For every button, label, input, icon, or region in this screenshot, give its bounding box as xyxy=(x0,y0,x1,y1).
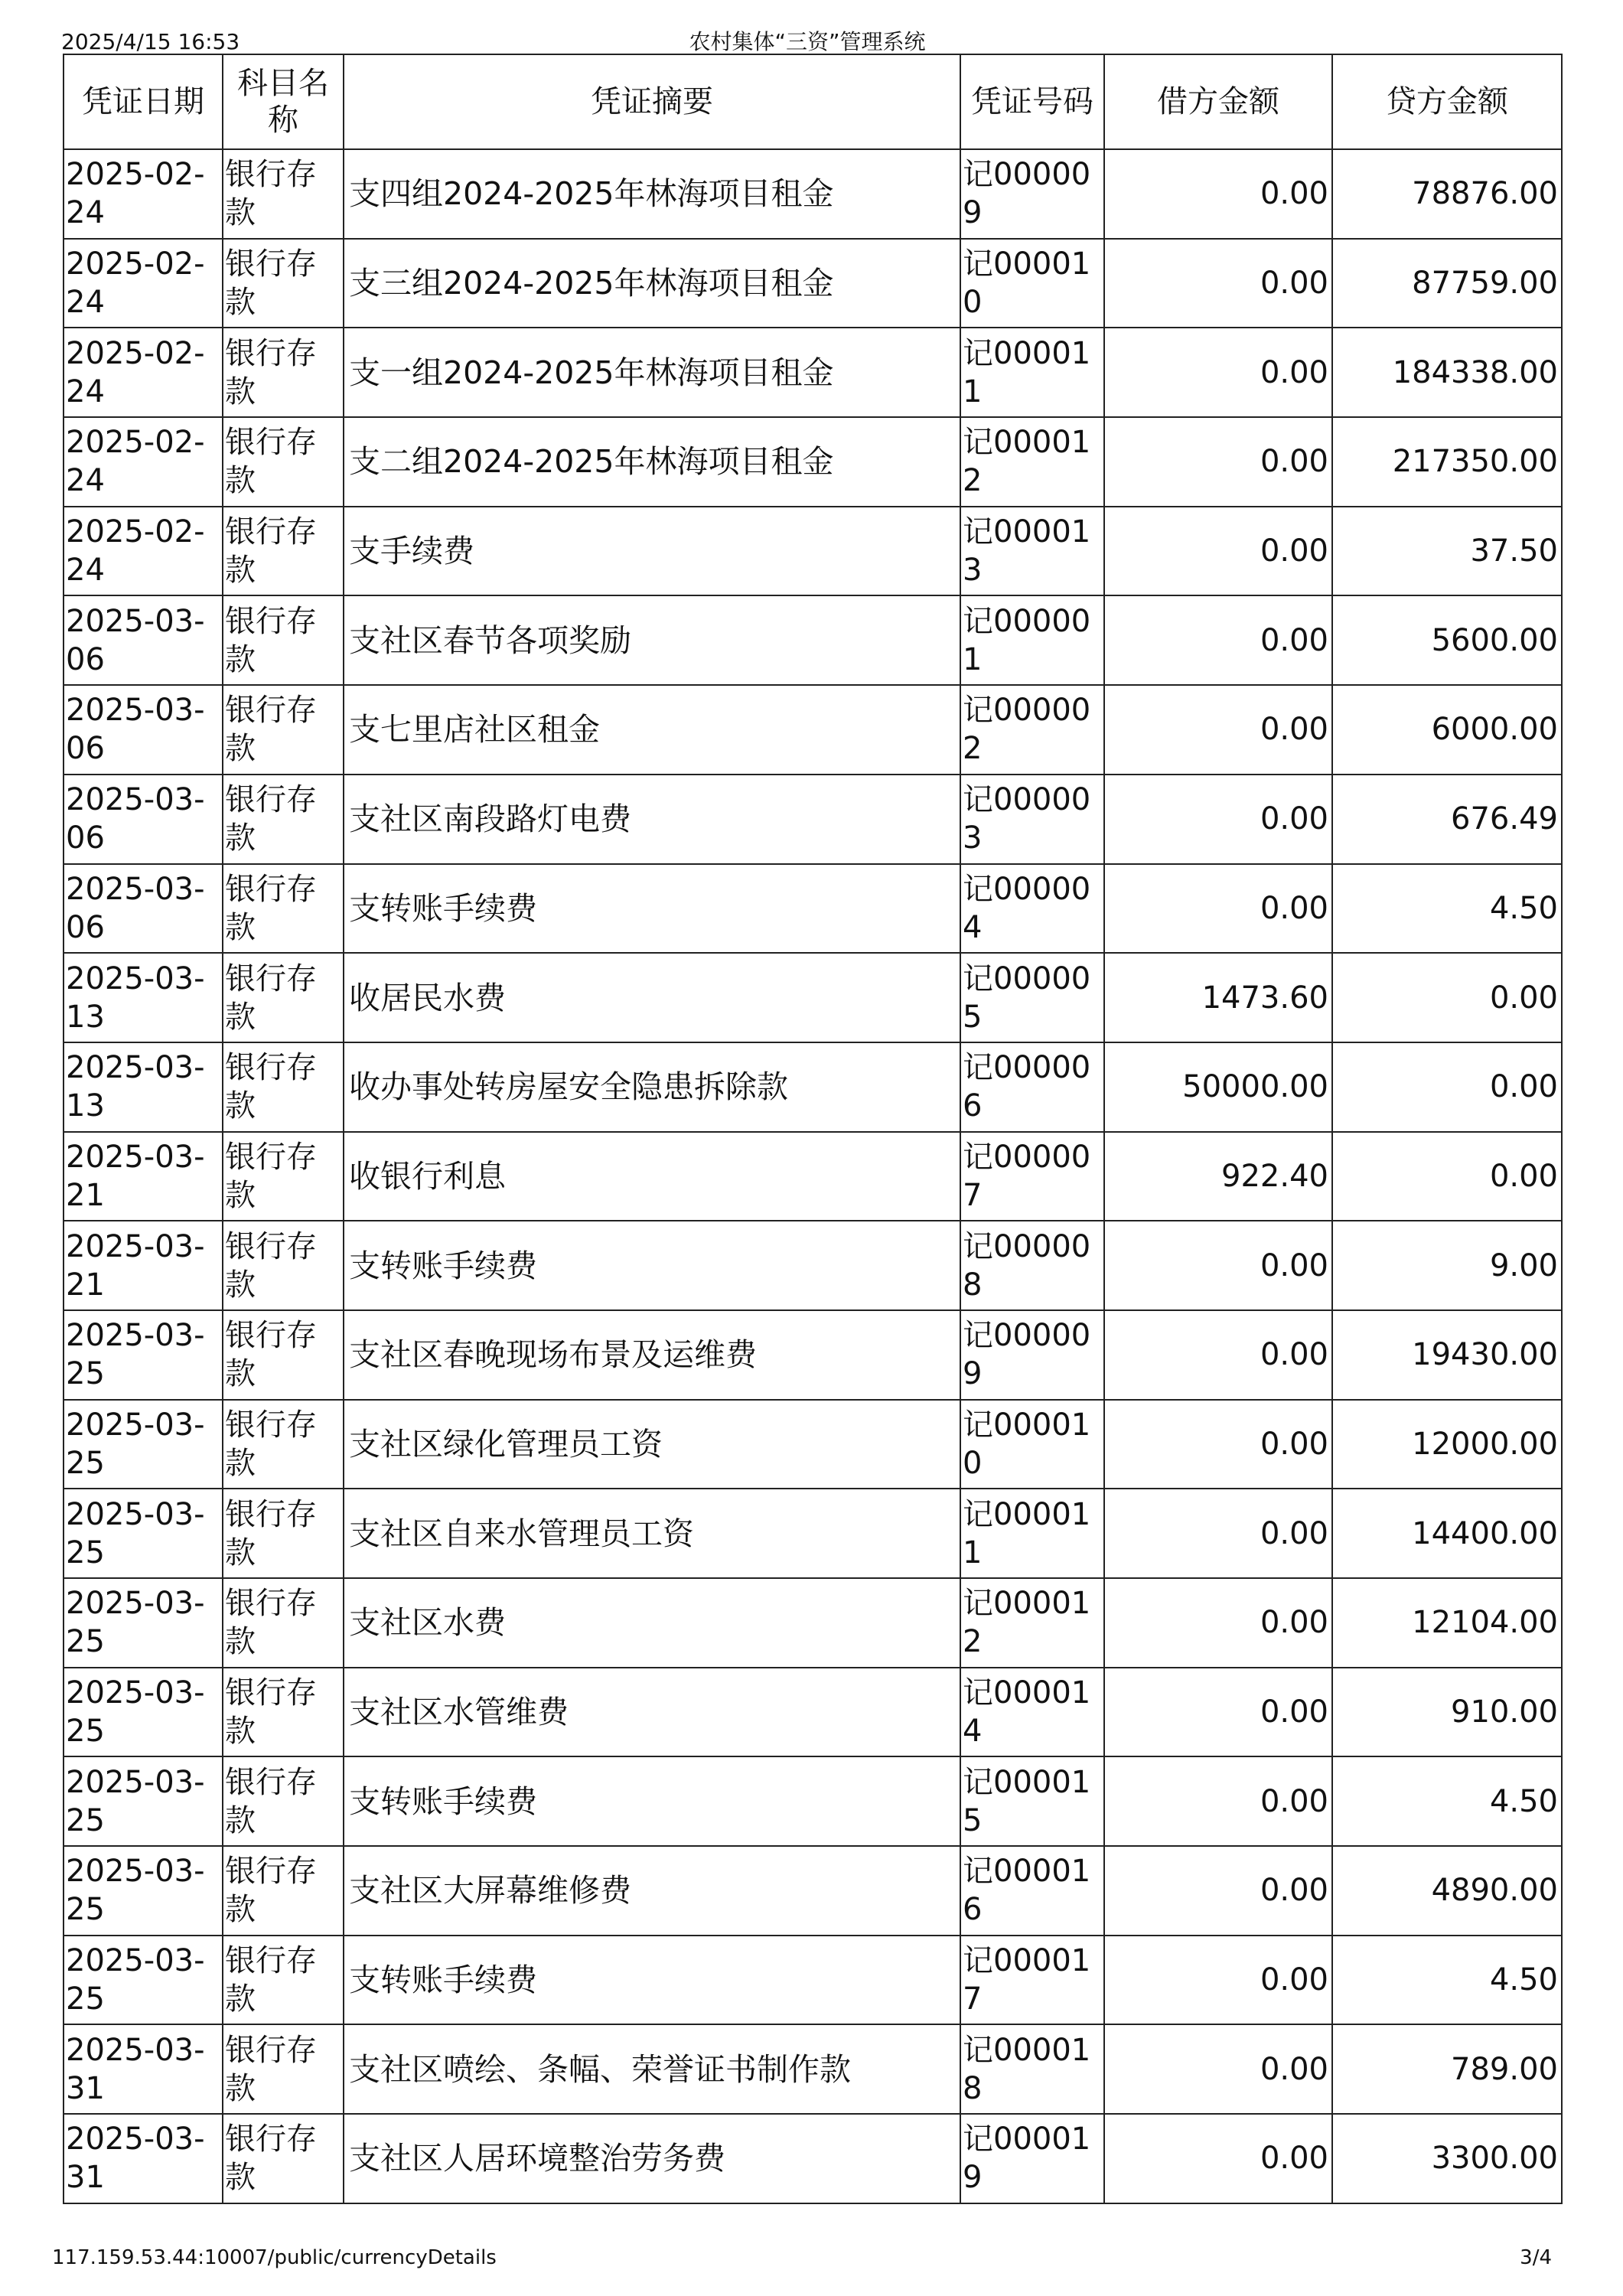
debit-amount-cell: 0.00 xyxy=(1104,149,1332,239)
voucher-date-cell: 2025-03-13 xyxy=(64,953,223,1042)
subject-name-cell: 银行存款 xyxy=(223,1221,344,1310)
debit-amount-cell: 0.00 xyxy=(1104,328,1332,417)
voucher-summary-cell: 支社区春晚现场布景及运维费 xyxy=(344,1310,960,1400)
table-row xyxy=(64,1936,1562,2025)
credit-amount-cell: 4.50 xyxy=(1332,1756,1562,1846)
credit-amount-cell: 6000.00 xyxy=(1332,685,1562,775)
subject-name-cell: 银行存款 xyxy=(223,2114,344,2203)
credit-amount-cell: 78876.00 xyxy=(1332,149,1562,239)
table-row xyxy=(64,2114,1562,2203)
table-row xyxy=(64,1132,1562,1221)
voucher-summary-cell: 支二组2024-2025年林海项目租金 xyxy=(344,417,960,507)
table-row xyxy=(64,953,1562,1042)
column-header-voucher-summary: 凭证摘要 xyxy=(344,54,960,149)
debit-amount-cell: 0.00 xyxy=(1104,1578,1332,1668)
subject-name-cell: 银行存款 xyxy=(223,595,344,685)
credit-amount-cell: 37.50 xyxy=(1332,507,1562,596)
voucher-number-cell: 记000014 xyxy=(960,1668,1104,1757)
table-row xyxy=(64,1221,1562,1310)
table-row xyxy=(64,595,1562,685)
table-header-row xyxy=(64,54,1562,149)
subject-name-cell: 银行存款 xyxy=(223,1668,344,1757)
voucher-number-cell: 记000003 xyxy=(960,775,1104,864)
debit-amount-cell: 0.00 xyxy=(1104,595,1332,685)
voucher-date-cell: 2025-03-25 xyxy=(64,1578,223,1668)
voucher-date-cell: 2025-02-24 xyxy=(64,507,223,596)
credit-amount-cell: 217350.00 xyxy=(1332,417,1562,507)
credit-amount-cell: 14400.00 xyxy=(1332,1489,1562,1578)
subject-name-cell: 银行存款 xyxy=(223,1846,344,1936)
voucher-number-cell: 记000010 xyxy=(960,1400,1104,1489)
table-row xyxy=(64,328,1562,417)
voucher-number-cell: 记000002 xyxy=(960,685,1104,775)
subject-name-cell: 银行存款 xyxy=(223,328,344,417)
table-row xyxy=(64,1846,1562,1936)
voucher-date-cell: 2025-02-24 xyxy=(64,239,223,328)
credit-amount-cell: 3300.00 xyxy=(1332,2114,1562,2203)
voucher-number-cell: 记000011 xyxy=(960,328,1104,417)
debit-amount-cell: 0.00 xyxy=(1104,507,1332,596)
table-body xyxy=(64,149,1562,2203)
credit-amount-cell: 676.49 xyxy=(1332,775,1562,864)
debit-amount-cell: 0.00 xyxy=(1104,1668,1332,1757)
voucher-ledger-table xyxy=(63,54,1563,2204)
debit-amount-cell: 0.00 xyxy=(1104,775,1332,864)
voucher-summary-cell: 收居民水费 xyxy=(344,953,960,1042)
voucher-summary-cell: 支社区春节各项奖励 xyxy=(344,595,960,685)
voucher-number-cell: 记000010 xyxy=(960,239,1104,328)
debit-amount-cell: 0.00 xyxy=(1104,1221,1332,1310)
voucher-summary-cell: 支社区绿化管理员工资 xyxy=(344,1400,960,1489)
subject-name-cell: 银行存款 xyxy=(223,864,344,954)
table-row xyxy=(64,417,1562,507)
debit-amount-cell: 0.00 xyxy=(1104,864,1332,954)
column-header-credit-amount: 贷方金额 xyxy=(1332,54,1562,149)
debit-amount-cell: 0.00 xyxy=(1104,239,1332,328)
subject-name-cell: 银行存款 xyxy=(223,953,344,1042)
voucher-number-cell: 记000004 xyxy=(960,864,1104,954)
credit-amount-cell: 12000.00 xyxy=(1332,1400,1562,1489)
credit-amount-cell: 9.00 xyxy=(1332,1221,1562,1310)
voucher-summary-cell: 支社区大屏幕维修费 xyxy=(344,1846,960,1936)
credit-amount-cell: 5600.00 xyxy=(1332,595,1562,685)
voucher-number-cell: 记000018 xyxy=(960,2024,1104,2114)
voucher-number-cell: 记000016 xyxy=(960,1846,1104,1936)
voucher-summary-cell: 支社区喷绘、条幅、荣誉证书制作款 xyxy=(344,2024,960,2114)
voucher-number-cell: 记000017 xyxy=(960,1936,1104,2025)
table-row xyxy=(64,239,1562,328)
subject-name-cell: 银行存款 xyxy=(223,1578,344,1668)
voucher-number-cell: 记000013 xyxy=(960,507,1104,596)
subject-name-cell: 银行存款 xyxy=(223,1132,344,1221)
voucher-summary-cell: 支社区南段路灯电费 xyxy=(344,775,960,864)
voucher-number-cell: 记000005 xyxy=(960,953,1104,1042)
table-row xyxy=(64,1310,1562,1400)
debit-amount-cell: 1473.60 xyxy=(1104,953,1332,1042)
debit-amount-cell: 0.00 xyxy=(1104,1936,1332,2025)
voucher-date-cell: 2025-02-24 xyxy=(64,149,223,239)
debit-amount-cell: 0.00 xyxy=(1104,1489,1332,1578)
table-row xyxy=(64,1489,1562,1578)
voucher-number-cell: 记000012 xyxy=(960,1578,1104,1668)
voucher-summary-cell: 支社区自来水管理员工资 xyxy=(344,1489,960,1578)
column-header-debit-amount: 借方金额 xyxy=(1104,54,1332,149)
voucher-summary-cell: 支社区水费 xyxy=(344,1578,960,1668)
subject-name-cell: 银行存款 xyxy=(223,1400,344,1489)
voucher-number-cell: 记000006 xyxy=(960,1042,1104,1132)
voucher-summary-cell: 收办事处转房屋安全隐患拆除款 xyxy=(344,1042,960,1132)
voucher-summary-cell: 支社区水管维费 xyxy=(344,1668,960,1757)
credit-amount-cell: 0.00 xyxy=(1332,1132,1562,1221)
table-row xyxy=(64,775,1562,864)
subject-name-cell: 银行存款 xyxy=(223,1756,344,1846)
column-header-subject-name: 科目名称 xyxy=(223,54,344,149)
debit-amount-cell: 50000.00 xyxy=(1104,1042,1332,1132)
subject-name-cell: 银行存款 xyxy=(223,507,344,596)
print-timestamp: 2025/4/15 16:53 xyxy=(61,29,240,54)
credit-amount-cell: 0.00 xyxy=(1332,1042,1562,1132)
subject-name-cell: 银行存款 xyxy=(223,775,344,864)
debit-amount-cell: 0.00 xyxy=(1104,2024,1332,2114)
credit-amount-cell: 4.50 xyxy=(1332,1936,1562,2025)
system-title: 农村集体“三资”管理系统 xyxy=(689,29,926,54)
debit-amount-cell: 0.00 xyxy=(1104,2114,1332,2203)
page-url: 117.159.53.44:10007/public/currencyDetails xyxy=(52,2246,497,2269)
table-row xyxy=(64,1042,1562,1132)
table-row xyxy=(64,1668,1562,1757)
table-row xyxy=(64,149,1562,239)
voucher-date-cell: 2025-03-31 xyxy=(64,2114,223,2203)
subject-name-cell: 银行存款 xyxy=(223,1042,344,1132)
voucher-date-cell: 2025-03-13 xyxy=(64,1042,223,1132)
column-header-voucher-date: 凭证日期 xyxy=(64,54,223,149)
voucher-number-cell: 记000015 xyxy=(960,1756,1104,1846)
voucher-date-cell: 2025-03-25 xyxy=(64,1756,223,1846)
voucher-summary-cell: 收银行利息 xyxy=(344,1132,960,1221)
voucher-summary-cell: 支一组2024-2025年林海项目租金 xyxy=(344,328,960,417)
voucher-date-cell: 2025-03-25 xyxy=(64,1400,223,1489)
voucher-number-cell: 记000009 xyxy=(960,149,1104,239)
table-row xyxy=(64,685,1562,775)
voucher-number-cell: 记000012 xyxy=(960,417,1104,507)
table-row xyxy=(64,1756,1562,1846)
table-header xyxy=(64,54,1562,149)
debit-amount-cell: 0.00 xyxy=(1104,1846,1332,1936)
credit-amount-cell: 789.00 xyxy=(1332,2024,1562,2114)
voucher-summary-cell: 支转账手续费 xyxy=(344,1221,960,1310)
debit-amount-cell: 0.00 xyxy=(1104,1756,1332,1846)
debit-amount-cell: 0.00 xyxy=(1104,417,1332,507)
credit-amount-cell: 12104.00 xyxy=(1332,1578,1562,1668)
voucher-date-cell: 2025-03-25 xyxy=(64,1489,223,1578)
voucher-number-cell: 记000007 xyxy=(960,1132,1104,1221)
voucher-date-cell: 2025-02-24 xyxy=(64,417,223,507)
table-row xyxy=(64,1400,1562,1489)
table-row xyxy=(64,2024,1562,2114)
subject-name-cell: 银行存款 xyxy=(223,1936,344,2025)
voucher-number-cell: 记000019 xyxy=(960,2114,1104,2203)
table-row xyxy=(64,507,1562,596)
subject-name-cell: 银行存款 xyxy=(223,149,344,239)
voucher-date-cell: 2025-03-25 xyxy=(64,1668,223,1757)
voucher-date-cell: 2025-03-06 xyxy=(64,595,223,685)
voucher-summary-cell: 支社区人居环境整治劳务费 xyxy=(344,2114,960,2203)
voucher-number-cell: 记000008 xyxy=(960,1221,1104,1310)
table-row xyxy=(64,1578,1562,1668)
subject-name-cell: 银行存款 xyxy=(223,239,344,328)
voucher-summary-cell: 支转账手续费 xyxy=(344,1936,960,2025)
voucher-date-cell: 2025-03-31 xyxy=(64,2024,223,2114)
debit-amount-cell: 0.00 xyxy=(1104,1400,1332,1489)
voucher-summary-cell: 支转账手续费 xyxy=(344,1756,960,1846)
credit-amount-cell: 87759.00 xyxy=(1332,239,1562,328)
voucher-date-cell: 2025-03-06 xyxy=(64,864,223,954)
voucher-date-cell: 2025-03-25 xyxy=(64,1310,223,1400)
voucher-summary-cell: 支七里店社区租金 xyxy=(344,685,960,775)
debit-amount-cell: 922.40 xyxy=(1104,1132,1332,1221)
voucher-summary-cell: 支四组2024-2025年林海项目租金 xyxy=(344,149,960,239)
voucher-date-cell: 2025-02-24 xyxy=(64,328,223,417)
voucher-date-cell: 2025-03-21 xyxy=(64,1132,223,1221)
credit-amount-cell: 910.00 xyxy=(1332,1668,1562,1757)
credit-amount-cell: 184338.00 xyxy=(1332,328,1562,417)
voucher-date-cell: 2025-03-06 xyxy=(64,685,223,775)
voucher-date-cell: 2025-03-21 xyxy=(64,1221,223,1310)
page-number: 3/4 xyxy=(1520,2246,1552,2269)
voucher-number-cell: 记000001 xyxy=(960,595,1104,685)
subject-name-cell: 银行存款 xyxy=(223,417,344,507)
voucher-date-cell: 2025-03-25 xyxy=(64,1846,223,1936)
voucher-number-cell: 记000009 xyxy=(960,1310,1104,1400)
debit-amount-cell: 0.00 xyxy=(1104,685,1332,775)
table-row xyxy=(64,864,1562,954)
subject-name-cell: 银行存款 xyxy=(223,1489,344,1578)
voucher-summary-cell: 支转账手续费 xyxy=(344,864,960,954)
subject-name-cell: 银行存款 xyxy=(223,1310,344,1400)
voucher-number-cell: 记000011 xyxy=(960,1489,1104,1578)
subject-name-cell: 银行存款 xyxy=(223,2024,344,2114)
subject-name-cell: 银行存款 xyxy=(223,685,344,775)
print-footer xyxy=(52,2242,1552,2273)
debit-amount-cell: 0.00 xyxy=(1104,1310,1332,1400)
credit-amount-cell: 4.50 xyxy=(1332,864,1562,954)
voucher-summary-cell: 支三组2024-2025年林海项目租金 xyxy=(344,239,960,328)
voucher-date-cell: 2025-03-25 xyxy=(64,1936,223,2025)
credit-amount-cell: 0.00 xyxy=(1332,953,1562,1042)
voucher-summary-cell: 支手续费 xyxy=(344,507,960,596)
credit-amount-cell: 19430.00 xyxy=(1332,1310,1562,1400)
voucher-date-cell: 2025-03-06 xyxy=(64,775,223,864)
credit-amount-cell: 4890.00 xyxy=(1332,1846,1562,1936)
column-header-voucher-number: 凭证号码 xyxy=(960,54,1104,149)
